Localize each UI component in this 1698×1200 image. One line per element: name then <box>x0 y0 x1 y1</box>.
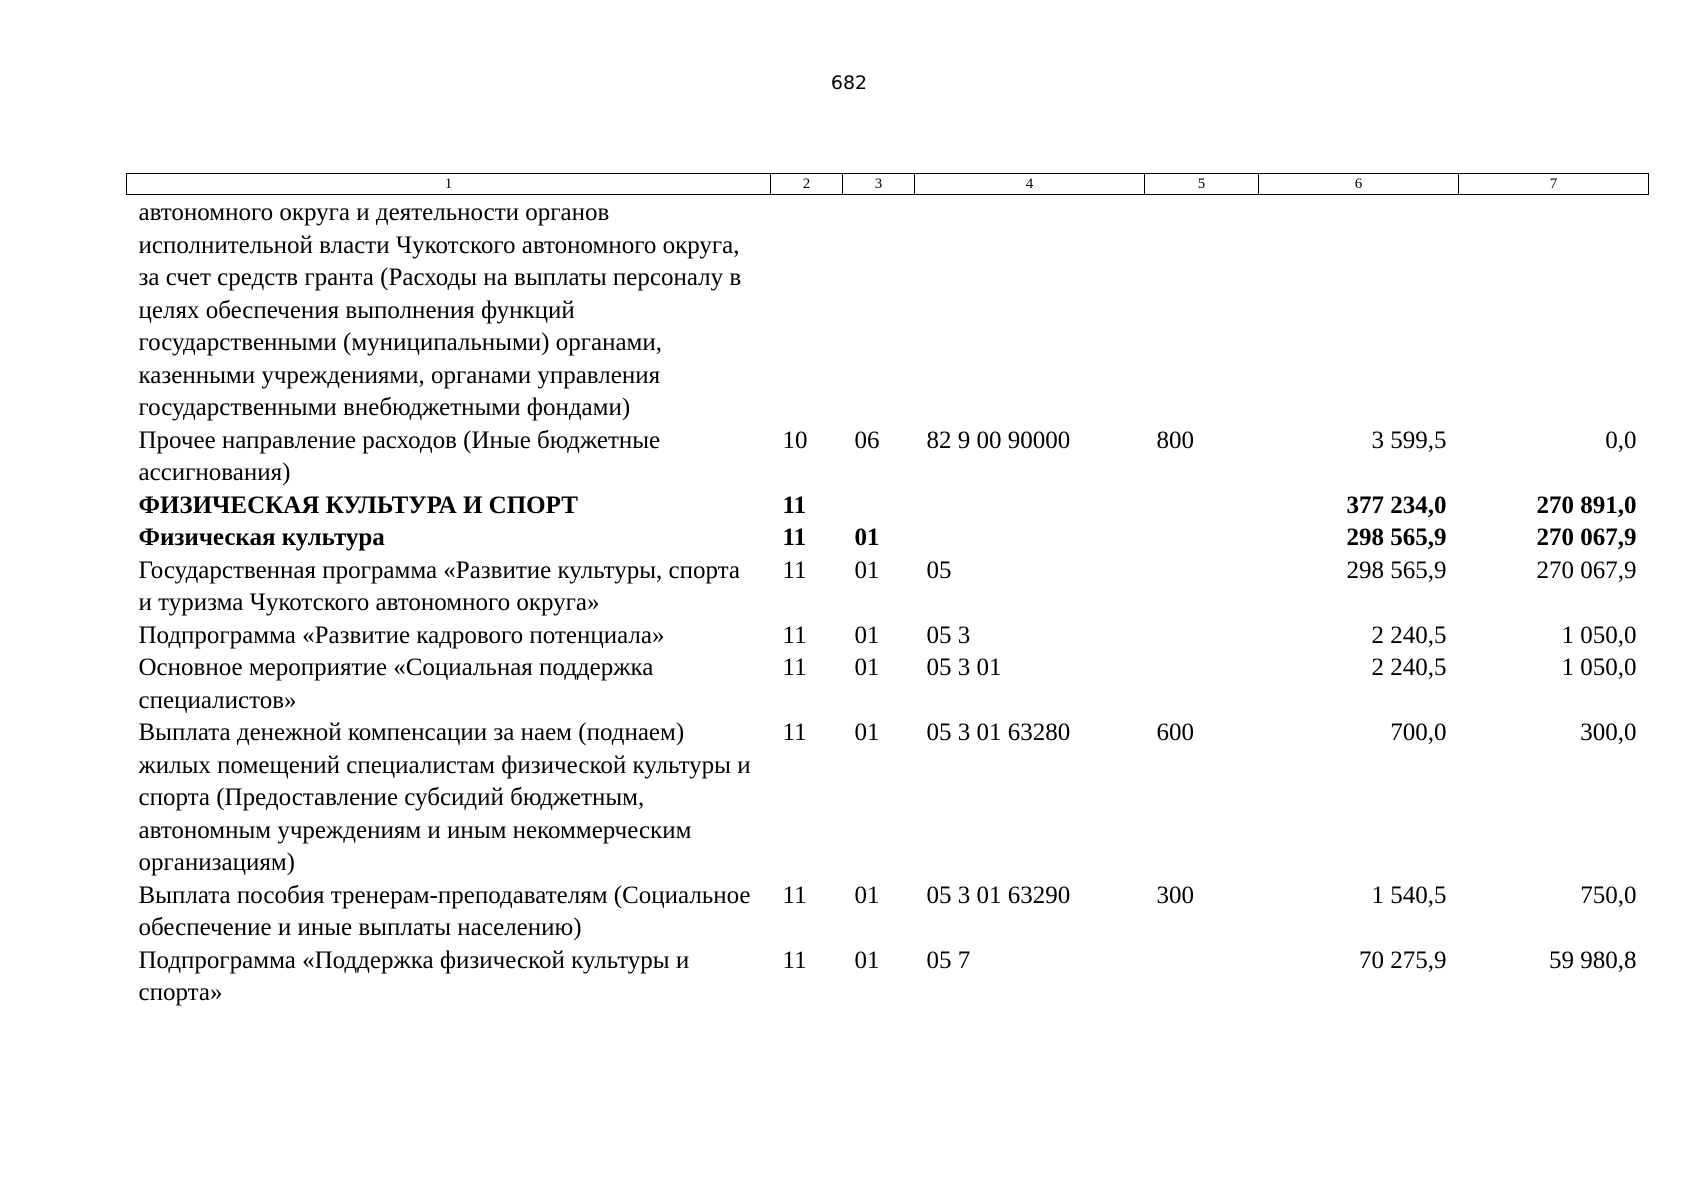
table-row <box>127 522 1649 555</box>
description-cell: Подпрограмма «Поддержка физической культуры и спорта» <box>138 946 690 1006</box>
amount-cell-col6: 1 540,5 <box>1371 881 1447 909</box>
amount-cell-col6: 2 240,5 <box>1371 621 1447 649</box>
amount-cell-col7 <box>1459 195 1649 425</box>
section-code-cell: 10 <box>782 426 808 454</box>
target-code-cell: 05 <box>926 556 952 584</box>
subsection-code-cell: 01 <box>854 654 880 681</box>
subsection-code-cell <box>843 195 915 425</box>
column-number-2: 2 <box>771 174 843 195</box>
amount-cell-col6: 3 599,5 <box>1371 426 1447 454</box>
target-code-cell: 82 9 00 90000 <box>926 426 1071 454</box>
table-row <box>127 555 1649 620</box>
amount-cell-col6: 2 240,5 <box>1371 654 1447 681</box>
budget-table <box>126 173 1649 1010</box>
subsection-code-cell: 01 <box>854 556 880 584</box>
section-code-cell: 11 <box>782 491 807 519</box>
amount-cell-col6: 70 275,9 <box>1359 946 1447 974</box>
amount-cell-col7: 1 050,0 <box>1561 654 1637 681</box>
column-number-3: 3 <box>843 174 915 195</box>
column-number-1: 1 <box>127 174 771 195</box>
amount-cell-col6 <box>1259 195 1459 425</box>
expense-type-cell: 300 <box>1156 881 1194 909</box>
section-code-cell: 11 <box>782 946 807 974</box>
target-code-cell <box>915 522 1145 555</box>
description-cell: Физическая культура <box>138 524 385 551</box>
amount-cell-col6: 700,0 <box>1390 719 1447 746</box>
table-row <box>127 652 1649 717</box>
expense-type-cell: 600 <box>1156 719 1194 746</box>
amount-cell-col7: 270 067,9 <box>1536 524 1637 551</box>
target-code-cell <box>915 490 1145 523</box>
page-number: 682 <box>830 72 868 94</box>
amount-cell-col6: 377 234,0 <box>1346 491 1447 519</box>
description-cell: Государственная программа «Развитие культуры, спорта и туризма Чукотского автономного округа» <box>138 556 741 616</box>
column-number-7: 7 <box>1459 174 1649 195</box>
table-row <box>127 490 1649 523</box>
expense-type-cell <box>1145 522 1259 555</box>
amount-cell-col7: 1 050,0 <box>1561 621 1637 649</box>
expense-type-cell <box>1145 945 1259 1010</box>
amount-cell-col7: 300,0 <box>1580 719 1637 746</box>
column-number-5: 5 <box>1145 174 1259 195</box>
section-code-cell: 11 <box>782 719 807 746</box>
table-row <box>127 717 1649 880</box>
expense-type-cell <box>1145 490 1259 523</box>
section-code-cell: 11 <box>782 881 807 909</box>
subsection-code-cell: 06 <box>854 426 880 454</box>
amount-cell-col6: 298 565,9 <box>1346 524 1447 551</box>
target-code-cell: 05 3 <box>926 621 971 649</box>
description-cell: ФИЗИЧЕСКАЯ КУЛЬТУРА И СПОРТ <box>138 491 578 519</box>
section-code-cell <box>771 195 843 425</box>
table-row <box>127 620 1649 653</box>
subsection-code-cell <box>843 490 915 523</box>
table-body <box>127 195 1649 1010</box>
amount-cell-col7: 59 980,8 <box>1549 946 1637 974</box>
expense-type-cell <box>1145 555 1259 620</box>
expense-type-cell: 800 <box>1156 426 1194 454</box>
description-cell: автономного округа и деятельности органов исполнительной власти Чукотского автономного округа, за счет средств гранта (Расходы на выплаты персоналу в целях обеспечения выполнения функций государственными (муниципальными) органами, казенными учреждениями, органами управления государственными внебюджетными фондами) <box>138 199 742 421</box>
amount-cell-col7: 0,0 <box>1605 426 1637 454</box>
subsection-code-cell: 01 <box>854 621 880 649</box>
amount-cell-col6: 298 565,9 <box>1346 556 1447 584</box>
table-row <box>127 945 1649 1010</box>
expense-type-cell <box>1145 620 1259 653</box>
subsection-code-cell: 01 <box>854 719 880 746</box>
section-code-cell: 11 <box>782 654 807 681</box>
description-cell: Прочее направление расходов (Иные бюджетные ассигнования) <box>138 426 661 486</box>
section-code-cell: 11 <box>782 556 807 584</box>
column-number-row <box>127 174 1649 195</box>
amount-cell-col7: 270 067,9 <box>1536 556 1637 584</box>
description-cell: Выплата денежной компенсации за наем (поднаем) жилых помещений специалистам физической культуры и спорта (Предоставление субсидий бюджетным, автономным учреждениям и иным некоммерческим организациям) <box>138 719 751 876</box>
table-row <box>127 195 1649 425</box>
subsection-code-cell: 01 <box>854 524 880 551</box>
table-row <box>127 880 1649 945</box>
expense-type-cell <box>1145 652 1259 717</box>
column-number-6: 6 <box>1259 174 1459 195</box>
target-code-cell: 05 3 01 <box>926 654 1002 681</box>
column-number-4: 4 <box>915 174 1145 195</box>
target-code-cell: 05 3 01 63290 <box>926 881 1071 909</box>
subsection-code-cell: 01 <box>854 946 880 974</box>
section-code-cell: 11 <box>782 524 807 551</box>
amount-cell-col7: 270 891,0 <box>1536 491 1637 519</box>
table-row <box>127 425 1649 490</box>
description-cell: Подпрограмма «Развитие кадрового потенциала» <box>138 621 665 649</box>
subsection-code-cell: 01 <box>854 881 880 909</box>
description-cell: Основное мероприятие «Социальная поддержка специалистов» <box>138 654 654 714</box>
expense-type-cell <box>1145 195 1259 425</box>
target-code-cell: 05 3 01 63280 <box>926 719 1071 746</box>
target-code-cell <box>915 195 1145 425</box>
description-cell: Выплата пособия тренерам-преподавателям (Социальное обеспечение и иные выплаты населению) <box>138 881 751 941</box>
target-code-cell: 05 7 <box>926 946 971 974</box>
amount-cell-col7: 750,0 <box>1580 881 1637 909</box>
section-code-cell: 11 <box>782 621 807 649</box>
